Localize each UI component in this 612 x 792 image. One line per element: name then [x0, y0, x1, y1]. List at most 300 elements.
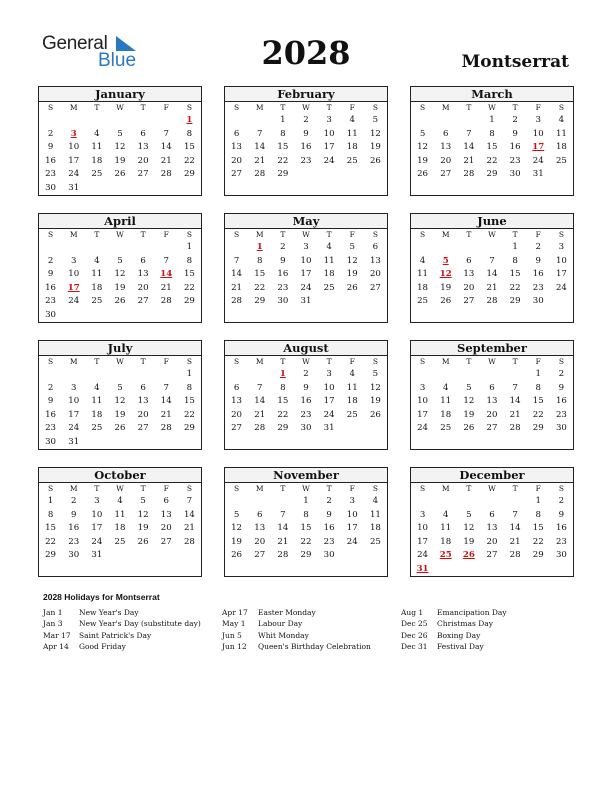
weekday-label: T	[140, 103, 146, 112]
month-april	[38, 213, 202, 323]
weekday-label: T	[466, 103, 472, 112]
day-cell: 25	[440, 423, 452, 433]
day-cell: 4	[94, 255, 100, 266]
day-cell: 15	[183, 142, 195, 152]
day-cell: 19	[463, 536, 475, 547]
weekday-header	[39, 102, 201, 114]
day-cell: 1	[535, 369, 541, 379]
week-row	[225, 155, 387, 169]
day-cell: 11	[417, 269, 429, 279]
weekday-label: F	[349, 357, 355, 366]
day-cell: 25	[346, 155, 358, 166]
calendar-year: 2028	[261, 34, 351, 72]
day-cell: 26	[114, 423, 126, 433]
week-row	[411, 255, 573, 269]
day-cell: 12	[231, 523, 243, 533]
day-cell: 9	[558, 382, 565, 393]
day-cell: 1	[535, 496, 541, 506]
day-cell: 27	[254, 550, 266, 560]
week-row	[39, 168, 201, 182]
day-cell: 8	[186, 128, 193, 139]
day-cell: 26	[417, 169, 429, 179]
day-cell: 27	[137, 423, 149, 433]
weekday-label: S	[234, 484, 240, 493]
empty-day	[132, 549, 155, 563]
empty-day	[248, 495, 271, 509]
day-cell: 31	[532, 169, 544, 179]
empty-day	[411, 114, 434, 128]
day-cell: 20	[231, 155, 243, 166]
week-row	[39, 268, 201, 282]
week-row	[225, 549, 387, 563]
day-cell: 26	[346, 282, 358, 293]
day-cell: 11	[555, 128, 567, 139]
day-cell: 7	[256, 128, 263, 139]
weekday-label: T	[512, 484, 518, 493]
empty-day	[39, 368, 62, 382]
holiday-item	[401, 618, 507, 629]
day-cell: 27	[160, 536, 172, 547]
week-row	[39, 436, 201, 450]
weekday-label: S	[186, 357, 192, 366]
day-cell: 8	[535, 382, 541, 393]
empty-day	[155, 549, 178, 563]
day-cell: 29	[254, 296, 266, 306]
weekday-label: M	[69, 103, 78, 112]
empty-day	[85, 368, 108, 382]
day-cell: 17	[417, 536, 429, 547]
day-cell: 7	[489, 255, 495, 266]
day-cell: 25	[555, 155, 567, 166]
day-cell: 24	[532, 155, 544, 166]
day-cell: 25	[91, 296, 103, 306]
weekday-label: W	[302, 230, 310, 239]
day-cell: 28	[160, 296, 172, 306]
weekday-label: F	[349, 230, 355, 239]
weekday-label: S	[558, 357, 564, 366]
day-cell: 24	[68, 423, 80, 433]
holiday-day: 31	[416, 563, 429, 574]
weekday-label: S	[372, 357, 378, 366]
day-cell: 12	[463, 523, 475, 533]
day-cell: 6	[233, 382, 240, 393]
empty-day	[85, 182, 108, 196]
day-cell: 9	[70, 509, 77, 520]
weekday-header	[411, 483, 573, 495]
month-title: December	[411, 468, 573, 483]
day-cell: 21	[486, 282, 498, 293]
week-row	[39, 509, 201, 523]
day-cell: 21	[509, 409, 521, 420]
weekday-label: T	[280, 357, 286, 366]
day-cell: 2	[558, 369, 565, 379]
day-cell: 7	[233, 255, 240, 266]
weekday-label: T	[280, 103, 286, 112]
day-cell: 1	[47, 496, 54, 506]
weekday-header	[39, 356, 201, 368]
day-cell: 17	[323, 396, 335, 406]
day-cell: 5	[140, 496, 146, 506]
empty-day	[480, 241, 503, 255]
weekday-label: T	[512, 103, 518, 112]
empty-day	[527, 563, 550, 577]
weekday-label: W	[116, 357, 124, 366]
empty-day	[504, 563, 527, 577]
empty-day	[132, 436, 155, 450]
day-cell: 7	[256, 382, 263, 393]
month-title: April	[39, 214, 201, 229]
day-cell: 3	[326, 115, 332, 125]
day-cell: 9	[47, 142, 54, 152]
weekday-header	[411, 229, 573, 241]
week-row	[39, 395, 201, 409]
day-cell: 14	[183, 509, 195, 520]
day-cell: 5	[117, 255, 123, 266]
day-cell: 10	[417, 523, 429, 533]
day-cell: 6	[256, 509, 263, 520]
day-cell: 3	[303, 242, 309, 252]
empty-day	[457, 495, 480, 509]
day-cell: 23	[509, 155, 521, 166]
day-cell: 23	[45, 423, 57, 433]
weekday-label: S	[48, 484, 54, 493]
day-cell: 29	[486, 169, 498, 179]
month-title: June	[411, 214, 573, 229]
weekday-label: W	[116, 103, 124, 112]
month-september	[410, 340, 574, 450]
day-cell: 17	[300, 269, 312, 279]
empty-day	[85, 436, 108, 450]
brand-logo	[42, 33, 142, 73]
empty-day	[434, 114, 457, 128]
empty-day	[434, 241, 457, 255]
holiday-date: Jan 1	[43, 608, 63, 617]
empty-day	[364, 549, 387, 563]
day-cell: 5	[117, 382, 123, 393]
day-cell: 8	[280, 128, 286, 139]
day-cell: 26	[463, 423, 475, 433]
empty-day	[341, 549, 364, 563]
day-cell: 21	[254, 155, 266, 166]
day-cell: 30	[509, 169, 521, 179]
weekday-label: W	[302, 357, 310, 366]
week-row	[411, 114, 573, 128]
day-cell: 8	[186, 382, 193, 393]
week-row	[411, 422, 573, 436]
empty-day	[62, 114, 85, 128]
day-cell: 27	[486, 423, 498, 433]
day-cell: 26	[114, 169, 126, 179]
empty-day	[248, 114, 271, 128]
day-cell: 18	[440, 536, 452, 547]
empty-day	[457, 563, 480, 577]
day-cell: 23	[68, 536, 80, 547]
holiday-date: Jan 3	[43, 619, 63, 629]
weekday-label: S	[186, 230, 192, 239]
day-cell: 23	[532, 282, 544, 293]
day-cell: 9	[47, 396, 54, 406]
day-cell: 15	[183, 269, 195, 279]
weekday-label: T	[94, 357, 100, 366]
holiday-item	[43, 607, 201, 618]
holiday-day: 25	[439, 550, 452, 560]
day-cell: 5	[349, 242, 355, 252]
weekday-label: M	[255, 103, 264, 112]
week-row	[225, 368, 387, 382]
day-cell: 24	[91, 536, 103, 547]
week-row	[411, 495, 573, 509]
day-cell: 7	[512, 382, 518, 393]
month-july	[38, 340, 202, 450]
day-cell: 18	[91, 409, 103, 420]
day-cell: 17	[555, 269, 567, 279]
day-cell: 20	[440, 155, 452, 166]
logo-text-general: General	[42, 33, 108, 54]
day-cell: 29	[277, 423, 289, 433]
empty-day	[132, 114, 155, 128]
empty-day	[155, 114, 178, 128]
empty-day	[155, 436, 178, 450]
month-title: March	[411, 87, 573, 102]
day-cell: 18	[91, 155, 103, 166]
day-cell: 5	[372, 369, 379, 379]
weekday-label: M	[441, 484, 450, 493]
day-cell: 11	[440, 523, 452, 533]
day-cell: 25	[417, 296, 429, 306]
day-cell: 19	[114, 282, 126, 293]
day-cell: 10	[68, 269, 80, 279]
day-cell: 13	[440, 142, 452, 152]
day-cell: 9	[303, 128, 309, 139]
day-cell: 28	[463, 169, 475, 179]
empty-day	[39, 241, 62, 255]
holiday-name: Saint Patrick's Day	[79, 630, 152, 640]
holiday-day: 1	[186, 115, 193, 125]
empty-day	[550, 563, 573, 577]
day-cell: 31	[68, 182, 80, 193]
day-cell: 14	[231, 269, 243, 279]
week-row	[39, 495, 201, 509]
day-cell: 22	[277, 155, 289, 166]
day-cell: 20	[254, 536, 266, 547]
day-cell: 7	[163, 382, 169, 393]
empty-day	[550, 168, 573, 182]
week-row	[411, 155, 573, 169]
week-row	[225, 282, 387, 296]
day-cell: 18	[369, 523, 381, 533]
day-cell: 28	[160, 169, 172, 179]
day-cell: 17	[91, 523, 103, 533]
weekday-label: S	[48, 357, 54, 366]
day-cell: 5	[117, 128, 123, 139]
day-cell: 21	[509, 536, 521, 547]
day-cell: 17	[323, 142, 335, 152]
empty-day	[108, 182, 131, 196]
day-cell: 14	[486, 269, 498, 279]
weekday-label: T	[280, 230, 286, 239]
day-cell: 4	[349, 115, 355, 125]
day-cell: 19	[463, 409, 475, 420]
weekday-label: T	[466, 484, 472, 493]
day-cell: 20	[231, 409, 243, 420]
empty-day	[434, 563, 457, 577]
week-row	[225, 141, 387, 155]
day-cell: 3	[326, 369, 332, 379]
day-cell: 29	[300, 550, 312, 560]
day-cell: 15	[532, 523, 544, 533]
day-cell: 19	[369, 142, 381, 152]
day-cell: 28	[183, 536, 195, 547]
weekday-label: S	[372, 103, 378, 112]
weekday-label: T	[512, 230, 518, 239]
day-cell: 4	[117, 496, 123, 506]
day-cell: 14	[254, 142, 266, 152]
day-cell: 4	[558, 115, 565, 125]
week-row	[411, 563, 573, 577]
day-cell: 3	[70, 255, 77, 266]
holiday-day: 1	[256, 242, 263, 252]
week-row	[225, 495, 387, 509]
day-cell: 30	[555, 550, 567, 560]
day-cell: 4	[442, 509, 449, 520]
holiday-column	[401, 607, 507, 652]
day-cell: 8	[186, 255, 193, 266]
weekday-label: T	[94, 484, 100, 493]
empty-day	[178, 309, 201, 323]
day-cell: 11	[346, 128, 358, 139]
day-cell: 28	[254, 423, 266, 433]
empty-day	[434, 495, 457, 509]
weekday-label: S	[186, 484, 192, 493]
weekday-label: M	[69, 484, 78, 493]
week-row	[225, 382, 387, 396]
day-cell: 19	[346, 269, 358, 279]
weekday-label: S	[558, 230, 564, 239]
empty-day	[411, 495, 434, 509]
week-row	[411, 509, 573, 523]
weekday-label: S	[420, 230, 426, 239]
week-row	[411, 168, 573, 182]
day-cell: 9	[558, 509, 565, 520]
week-row	[39, 155, 201, 169]
day-cell: 20	[137, 409, 149, 420]
weekday-label: T	[466, 357, 472, 366]
week-row	[225, 241, 387, 255]
empty-day	[132, 182, 155, 196]
day-cell: 18	[346, 142, 358, 152]
holiday-name: Christmas Day	[437, 619, 493, 629]
day-cell: 13	[137, 269, 149, 279]
day-cell: 13	[231, 142, 243, 152]
weekday-label: S	[234, 230, 240, 239]
week-row	[225, 114, 387, 128]
day-cell: 18	[91, 282, 103, 293]
day-cell: 4	[442, 382, 449, 393]
weekday-label: T	[512, 357, 518, 366]
day-cell: 29	[183, 169, 195, 179]
week-row	[39, 182, 201, 196]
day-cell: 14	[509, 396, 521, 406]
day-cell: 26	[137, 536, 149, 547]
weekday-header	[225, 356, 387, 368]
day-cell: 19	[440, 282, 452, 293]
day-cell: 15	[509, 269, 521, 279]
day-cell: 23	[277, 282, 289, 293]
week-row	[39, 114, 201, 128]
day-cell: 10	[532, 128, 544, 139]
empty-day	[480, 495, 503, 509]
empty-day	[108, 114, 131, 128]
day-cell: 15	[254, 269, 266, 279]
empty-day	[132, 309, 155, 323]
day-cell: 4	[349, 369, 355, 379]
empty-day	[155, 368, 178, 382]
month-june	[410, 213, 574, 323]
week-row	[225, 168, 387, 182]
weekday-label: W	[488, 484, 496, 493]
month-march	[410, 86, 574, 196]
day-cell: 14	[277, 523, 289, 533]
day-cell: 1	[512, 242, 518, 252]
week-row	[39, 295, 201, 309]
day-cell: 27	[231, 169, 243, 179]
empty-day	[480, 563, 503, 577]
holiday-day: 5	[442, 255, 449, 266]
day-cell: 8	[489, 128, 495, 139]
day-cell: 2	[512, 115, 518, 125]
day-cell: 2	[70, 496, 77, 506]
holiday-item	[222, 618, 371, 629]
day-cell: 28	[509, 550, 521, 560]
day-cell: 19	[114, 409, 126, 420]
day-cell: 3	[535, 115, 541, 125]
day-cell: 25	[114, 536, 126, 547]
week-row	[39, 241, 201, 255]
empty-day	[318, 295, 341, 309]
day-cell: 11	[440, 396, 452, 406]
weekday-label: S	[420, 103, 426, 112]
day-cell: 4	[326, 242, 332, 252]
day-cell: 10	[68, 142, 80, 152]
weekday-label: F	[535, 484, 541, 493]
day-cell: 8	[47, 509, 54, 520]
empty-day	[434, 368, 457, 382]
week-row	[39, 522, 201, 536]
weekday-label: W	[116, 230, 124, 239]
day-cell: 27	[137, 169, 149, 179]
day-cell: 16	[300, 396, 312, 406]
day-cell: 16	[45, 409, 57, 420]
empty-day	[62, 368, 85, 382]
day-cell: 9	[326, 509, 332, 520]
weekday-label: S	[420, 357, 426, 366]
weekday-label: F	[349, 484, 355, 493]
week-row	[39, 536, 201, 550]
month-february	[224, 86, 388, 196]
day-cell: 7	[512, 509, 518, 520]
day-cell: 9	[512, 128, 518, 139]
holiday-date: Mar 17	[43, 630, 71, 640]
day-cell: 10	[323, 382, 335, 393]
day-cell: 22	[300, 536, 312, 547]
weekday-label: F	[349, 103, 355, 112]
day-cell: 2	[47, 255, 54, 266]
day-cell: 1	[280, 115, 286, 125]
empty-day	[108, 549, 131, 563]
day-cell: 2	[47, 128, 54, 139]
empty-day	[225, 241, 248, 255]
day-cell: 3	[419, 382, 426, 393]
